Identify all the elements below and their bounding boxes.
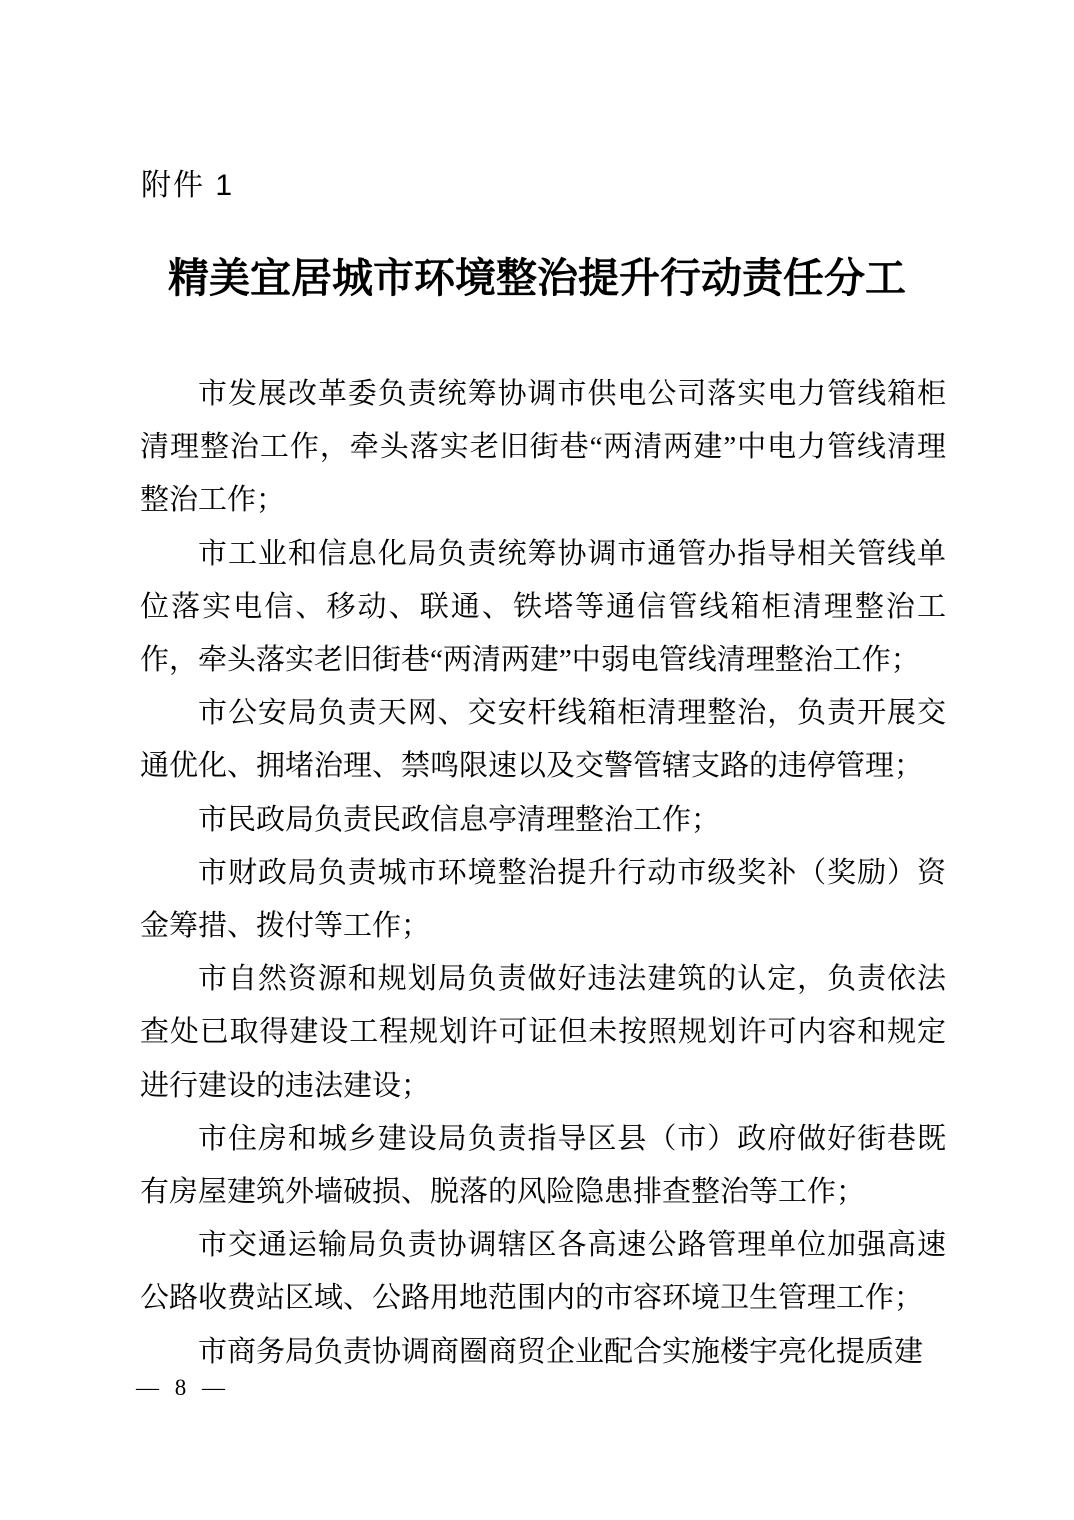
attachment-label: 附件 1	[141, 169, 235, 202]
paragraph-development-reform: 市发展改革委负责统筹协调市供电公司落实电力管线箱柜清理整治工作，牵头落实老旧街巷“两清两建”中电力管线清理整治工作；	[140, 378, 946, 517]
paragraph-public-security: 市公安局负责天网、交安杆线箱柜清理整治，负责开展交通优化、拥堵治理、禁鸣限速以及交警管辖支路的违停管理；	[140, 697, 946, 783]
paragraph-natural-resources: 市自然资源和规划局负责做好违法建筑的认定，负责依法查处已取得建设工程规划许可证但未按照规划许可内容和规定进行建设的违法建设；	[140, 963, 946, 1102]
paragraph-civil-affairs: 市民政局负责民政信息亭清理整治工作；	[198, 803, 721, 836]
page-number: — 8 —	[136, 1375, 230, 1400]
document-title: 精美宜居城市环境整治提升行动责任分工	[168, 255, 906, 301]
paragraph-commerce: 市商务局负责协调商圈商贸企业配合实施楼宇亮化提质建	[198, 1335, 924, 1368]
paragraph-finance: 市财政局负责城市环境整治提升行动市级奖补（奖励）资金筹措、拨付等工作；	[140, 856, 946, 943]
paragraph-transport: 市交通运输局负责协调辖区各高速公路管理单位加强高速公路收费站区域、公路用地范围内的市容环境卫生管理工作；	[140, 1229, 946, 1315]
paragraph-industry-information: 市工业和信息化局负责统筹协调市通管办指导相关管线单位落实电信、移动、联通、铁塔等通信管线箱柜清理整治工作，牵头落实老旧街巷“两清两建”中弱电管线清理整治工作；	[140, 537, 946, 677]
paragraph-housing-construction: 市住房和城乡建设局负责指导区县（市）政府做好街巷既有房屋建筑外墙破损、脱落的风险隐患排查整治等工作；	[140, 1122, 946, 1209]
document-body	[140, 368, 946, 1379]
